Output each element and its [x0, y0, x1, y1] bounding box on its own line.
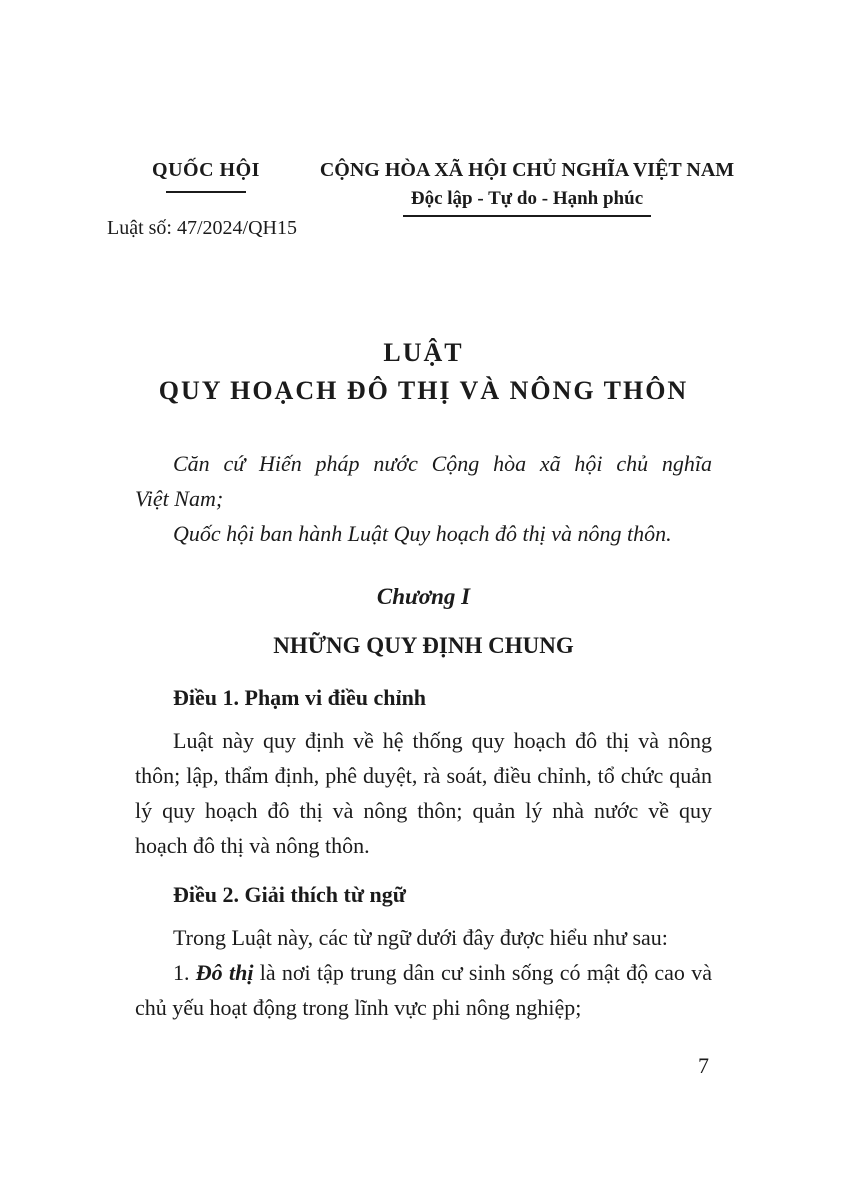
item-1-definition: là nơi tập trung dân cư sinh sống có mật độ cao và chủ yếu hoạt động trong lĩnh vực phi nông nghiệp;: [135, 960, 712, 1020]
article-2: [135, 877, 712, 1025]
title-block: [135, 334, 712, 410]
chapter-title: NHỮNG QUY ĐỊNH CHUNG: [273, 633, 574, 658]
article-1: [135, 680, 712, 863]
document-header: [100, 157, 735, 242]
motto-rule: [403, 215, 651, 217]
law-title-subject: QUY HOẠCH ĐÔ THỊ VÀ NÔNG THÔN: [158, 376, 689, 405]
article-2-intro: Trong Luật này, các từ ngữ dưới đây được hiểu như sau:: [173, 925, 668, 950]
national-header: CỘNG HÒA XÃ HỘI CHỦ NGHĨA VIỆT NAM: [319, 159, 735, 181]
chapter-number: Chương I: [376, 584, 471, 609]
page-number: 7: [698, 1053, 709, 1078]
article-2-heading: Điều 2. Giải thích từ ngữ: [173, 882, 406, 907]
national-motto: Độc lập - Tự do - Hạnh phúc: [410, 188, 644, 209]
issuing-body: QUỐC HỘI: [152, 159, 260, 181]
article-1-heading: Điều 1. Phạm vi điều chỉnh: [173, 685, 427, 710]
preamble: [135, 446, 712, 551]
article-1-body: Luật này quy định về hệ thống quy hoạch đô thị và nông thôn; lập, thẩm định, phê duyệt, rà soát, điều chỉnh, tổ chức quản lý quy hoạch đô thị và nông thôn; quản lý nhà nước về quy hoạch đô thị và nông thôn.: [135, 728, 712, 858]
header-left-column: [100, 157, 312, 242]
item-1-term: Đô thị: [195, 960, 254, 985]
preamble-enactment: Quốc hội ban hành Luật Quy hoạch đô thị và nông thôn.: [173, 521, 672, 546]
article-2-item-1: [135, 955, 712, 1025]
preamble-basis: Căn cứ Hiến pháp nước Cộng hòa xã hội chủ nghĩa Việt Nam;: [135, 451, 712, 511]
issuing-body-rule: [166, 191, 246, 193]
header-right-column: [312, 157, 742, 242]
item-1-number: 1.: [173, 960, 196, 985]
law-title-word: LUẬT: [383, 338, 464, 367]
law-number: Luật số: 47/2024/QH15: [107, 217, 297, 239]
